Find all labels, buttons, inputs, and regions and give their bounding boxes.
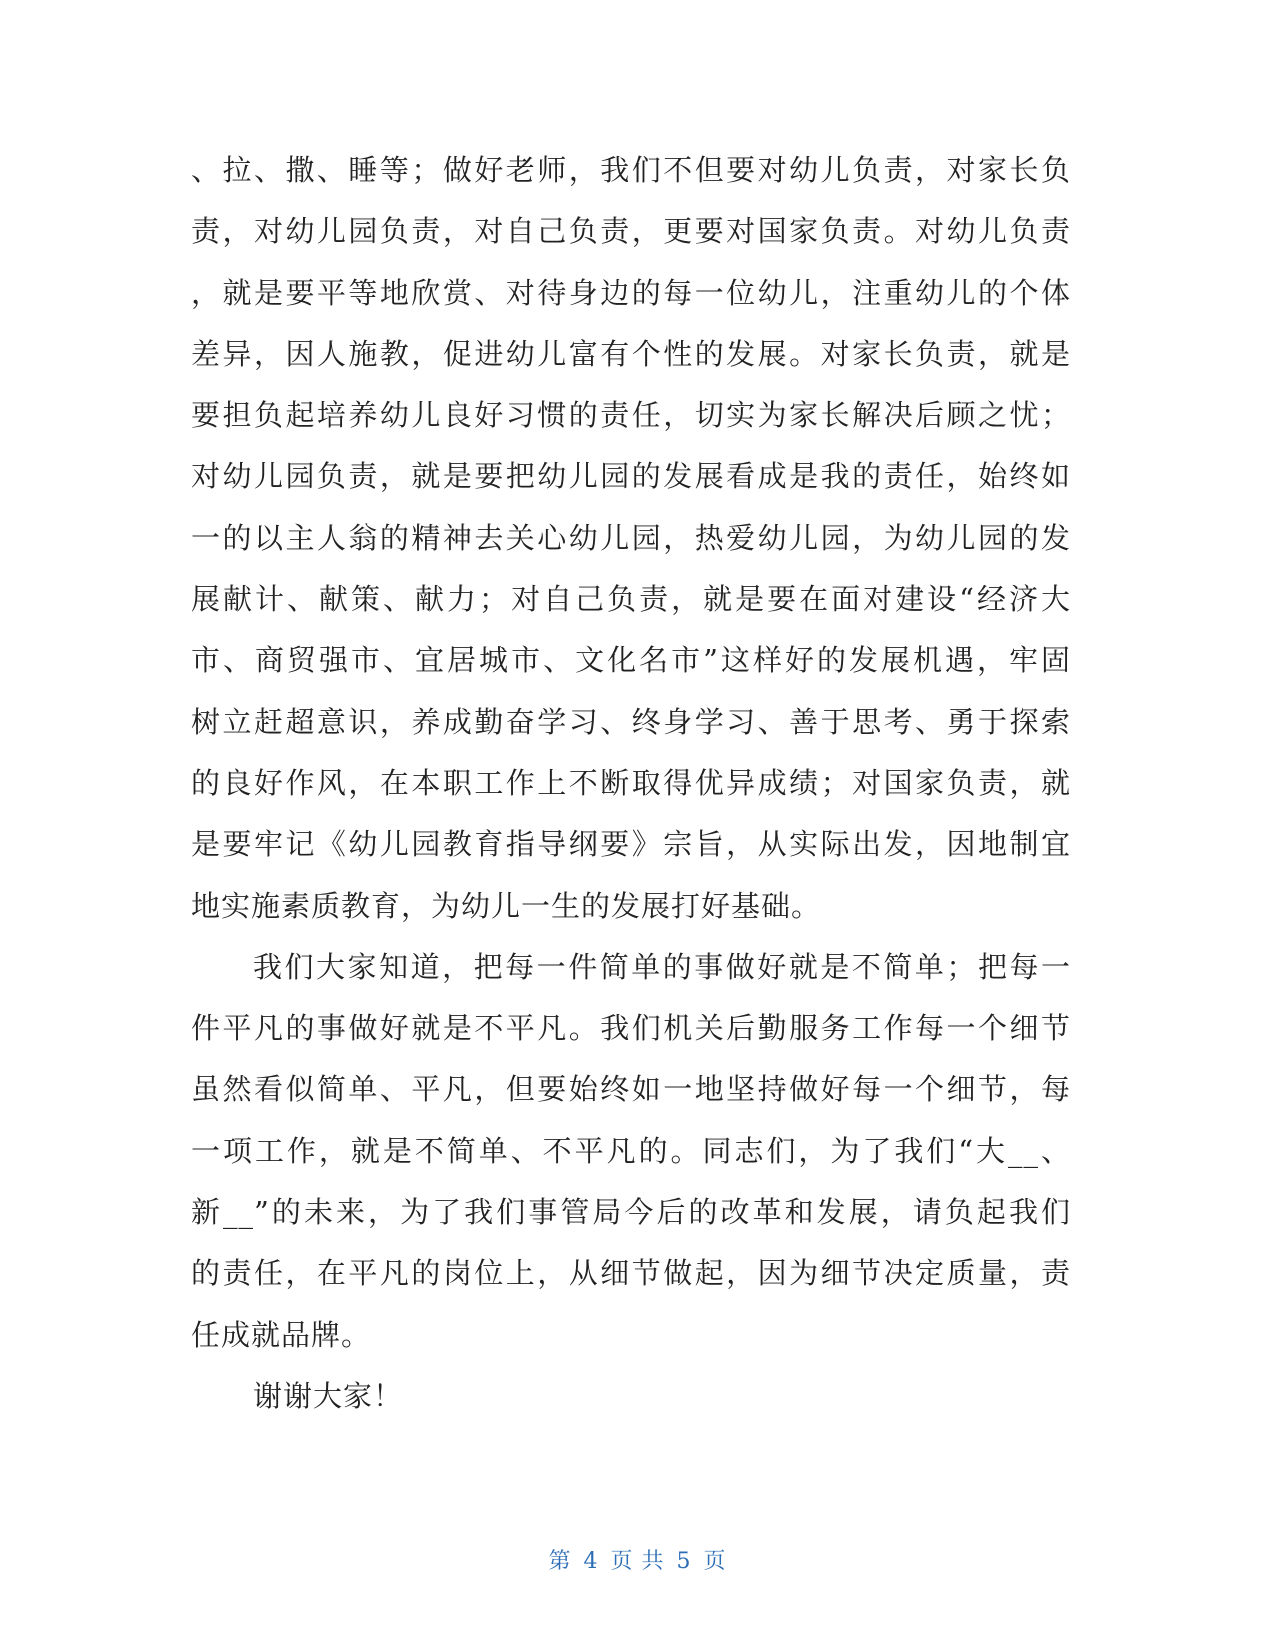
text-line: 地实施素质教育，为幼儿一生的发展打好基础。	[191, 888, 822, 923]
footer-suffix: 页	[703, 1549, 727, 1574]
closing-paragraph	[191, 1366, 1071, 1427]
text-line: 责，对幼儿园负责，对自己负责，更要对国家负责。对幼儿负责	[191, 214, 1071, 249]
text-line: 、拉、撒、睡等；做好老师，我们不但要对幼儿负责，对家长负	[191, 153, 1071, 187]
text-line: 件平凡的事做好就是不平凡。我们机关后勤服务工作每一个细节	[191, 1011, 1071, 1046]
text-line: 任成就品牌。	[191, 1317, 372, 1352]
text-line: 我们大家知道，把每一件简单的事做好就是不简单；把每一	[253, 949, 1071, 984]
text-line: 差异，因人施教，促进幼儿富有个性的发展。对家长负责，就是	[191, 336, 1071, 371]
text-line: 市、商贸强市、宜居城市、文化名市”这样好的发展机遇，牢固	[191, 643, 1071, 678]
text-line: 的良好作风，在本职工作上不断取得优异成绩；对国家负责，就	[191, 765, 1071, 800]
page-footer	[0, 1544, 1275, 1575]
text-line: 一的以主人翁的精神去关心幼儿园，热爱幼儿园，为幼儿园的发	[191, 520, 1071, 555]
current-page-number: 4	[583, 1549, 599, 1574]
text-line: 新__”的未来，为了我们事管局今后的改革和发展，请负起我们	[191, 1195, 1071, 1230]
text-line: 是要牢记《幼儿园教育指导纲要》宗旨，从实际出发，因地制宜	[191, 827, 1071, 862]
paragraph	[191, 140, 1071, 937]
text-line: 要担负起培养幼儿良好习惯的责任，切实为家长解决后顾之忧；	[191, 398, 1071, 433]
document-body	[191, 140, 1071, 1427]
paragraph	[191, 937, 1071, 1366]
footer-prefix: 第	[548, 1549, 572, 1574]
total-pages-number: 5	[676, 1549, 692, 1574]
text-line: 对幼儿园负责，就是要把幼儿园的发展看成是我的责任，始终如	[191, 459, 1071, 494]
text-line: 的责任，在平凡的岗位上，从细节做起，因为细节决定质量，责	[191, 1256, 1071, 1291]
footer-middle: 页 共	[610, 1549, 665, 1574]
closing-line: 谢谢大家！	[253, 1378, 404, 1413]
text-line: 一项工作，就是不简单、不平凡的。同志们，为了我们“大__、	[191, 1133, 1071, 1168]
text-line: 树立赶超意识，养成勤奋学习、终身学习、善于思考、勇于探索	[191, 704, 1071, 739]
text-line: 展献计、献策、献力；对自己负责，就是要在面对建设“经济大	[191, 582, 1071, 617]
text-line: ，就是要平等地欣赏、对待身边的每一位幼儿，注重幼儿的个体	[191, 275, 1071, 310]
text-line: 虽然看似简单、平凡，但要始终如一地坚持做好每一个细节，每	[191, 1072, 1071, 1107]
